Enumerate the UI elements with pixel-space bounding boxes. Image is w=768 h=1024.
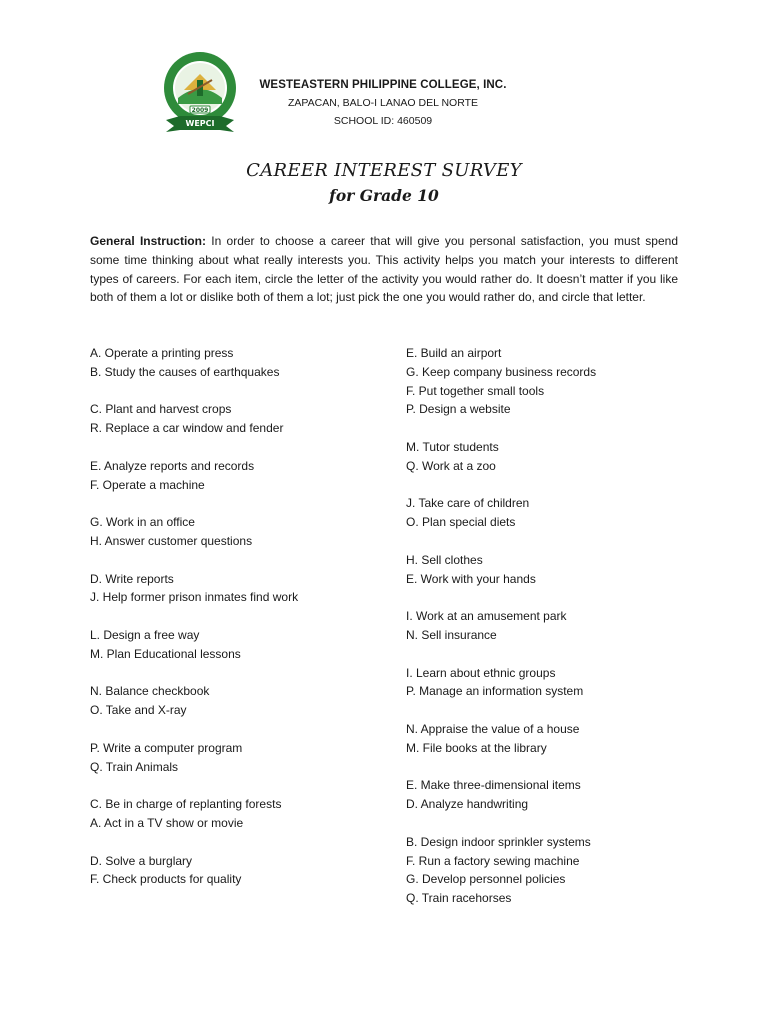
item-pair-group [90,344,390,382]
survey-option[interactable]: P. Write a computer program [90,740,243,755]
survey-option[interactable]: H. Answer customer questions [90,533,253,548]
item-pair-group [90,739,390,777]
item-pair-group [406,551,706,589]
survey-option[interactable]: M. Plan Educational lessons [90,646,241,661]
survey-option[interactable]: O. Take and X-ray [90,703,187,718]
group-spacer [90,720,390,739]
survey-option[interactable]: N. Sell insurance [406,627,497,642]
survey-option[interactable]: D. Solve a burglary [90,853,193,868]
school-name: WESTEASTERN PHILIPPINE COLLEGE, INC. [259,79,507,91]
item-pair-group [90,400,390,438]
survey-option[interactable]: A. Operate a printing press [90,346,234,360]
survey-option[interactable]: N. Balance checkbook [90,684,210,699]
group-spacer [406,476,706,495]
survey-option[interactable]: M. File books at the library [406,740,547,755]
survey-option[interactable]: G. Develop personnel policies [406,872,566,887]
group-spacer [406,758,706,777]
group-spacer [406,645,706,664]
survey-option[interactable]: O. Plan special diets [406,515,516,530]
survey-option[interactable]: I. Work at an amusement park [406,609,567,624]
group-spacer [90,776,390,795]
survey-option[interactable]: E. Build an airport [406,346,502,360]
survey-option[interactable]: F. Check products for quality [90,872,242,887]
survey-option[interactable]: P. Manage an information system [406,684,584,699]
item-pair-group [90,852,390,890]
group-spacer [406,588,706,607]
survey-option[interactable]: F. Run a factory sewing machine [406,853,580,868]
item-pair-group [90,626,390,664]
group-spacer [90,382,390,401]
survey-option[interactable]: C. Plant and harvest crops [90,402,232,417]
school-address: ZAPACAN, BALO-I LANAO DEL NORTE [287,97,479,109]
survey-option[interactable]: R. Replace a car window and fender [90,421,284,436]
page-title: CAREER INTEREST SURVEY [246,160,522,181]
survey-option[interactable]: B. Study the causes of earthquakes [90,364,280,379]
item-pair-group [90,457,390,495]
group-spacer [90,494,390,513]
survey-option[interactable]: J. Take care of children [406,496,530,511]
survey-option[interactable]: D. Analyze handwriting [406,797,529,812]
survey-option[interactable]: P. Design a website [406,402,511,417]
left-column-items [90,344,390,889]
survey-option[interactable]: A. Act in a TV show or movie [90,815,244,830]
survey-option[interactable]: G. Keep company business records [406,364,597,379]
item-pair-group [406,664,706,702]
item-pair-group [406,344,706,419]
item-pair-group [406,833,706,908]
survey-option[interactable]: E. Make three-dimensional items [406,778,581,793]
survey-option[interactable]: Q. Train racehorses [406,891,512,906]
group-spacer [406,419,706,438]
instruction-text: In order to choose a career that will give you personal satisfaction, you must spend some time thinking about what really interests you. This activity helps you match your interests to different types of careers. For each item, circle the letter of the activity you would rather do. It doesn’t matter if you like both of them a lot or dislike both of them a lot; just pick the one you would rather do, and circle that letter. [90,234,678,305]
survey-option[interactable]: J. Help former prison inmates find work [90,590,299,605]
survey-option[interactable]: E. Work with your hands [406,571,536,586]
survey-option[interactable]: F. Operate a machine [90,477,205,492]
svg-text:WEPCI: WEPCI [185,119,215,128]
survey-option[interactable]: Q. Train Animals [90,759,179,774]
survey-option[interactable]: D. Write reports [90,571,174,586]
survey-option[interactable]: C. Be in charge of replanting forests [90,797,282,812]
group-spacer [90,833,390,852]
survey-option[interactable]: L. Design a free way [90,627,200,642]
survey-option[interactable]: H. Sell clothes [406,552,483,567]
survey-option[interactable]: I. Learn about ethnic groups [406,665,556,680]
item-pair-group [406,494,706,532]
general-instruction [90,232,678,307]
survey-option[interactable]: M. Tutor students [406,439,499,454]
group-spacer [406,814,706,833]
survey-option[interactable]: G. Work in an office [90,515,195,530]
item-pair-group [406,607,706,645]
group-spacer [90,438,390,457]
item-pair-group [90,795,390,833]
item-pair-group [406,776,706,814]
group-spacer [406,701,706,720]
svg-text:2009: 2009 [191,107,209,114]
document-header [0,0,768,150]
group-spacer [90,551,390,570]
item-pair-group [90,570,390,608]
item-pair-group [90,513,390,551]
item-pair-group [406,720,706,758]
group-spacer [90,664,390,683]
survey-option[interactable]: Q. Work at a zoo [406,458,496,473]
instruction-label: General Instruction: [90,234,206,248]
group-spacer [90,607,390,626]
page-subtitle: for Grade 10 [329,186,439,205]
item-pair-group [90,682,390,720]
survey-option[interactable]: N. Appraise the value of a house [406,721,580,736]
right-column-items [406,344,706,908]
survey-option[interactable]: E. Analyze reports and records [90,458,255,473]
college-seal-logo [160,50,240,142]
item-pair-group [406,438,706,476]
group-spacer [406,532,706,551]
school-id: SCHOOL ID: 460509 [333,115,433,127]
survey-option[interactable]: B. Design indoor sprinkler systems [406,834,591,849]
survey-option[interactable]: F. Put together small tools [406,383,545,398]
